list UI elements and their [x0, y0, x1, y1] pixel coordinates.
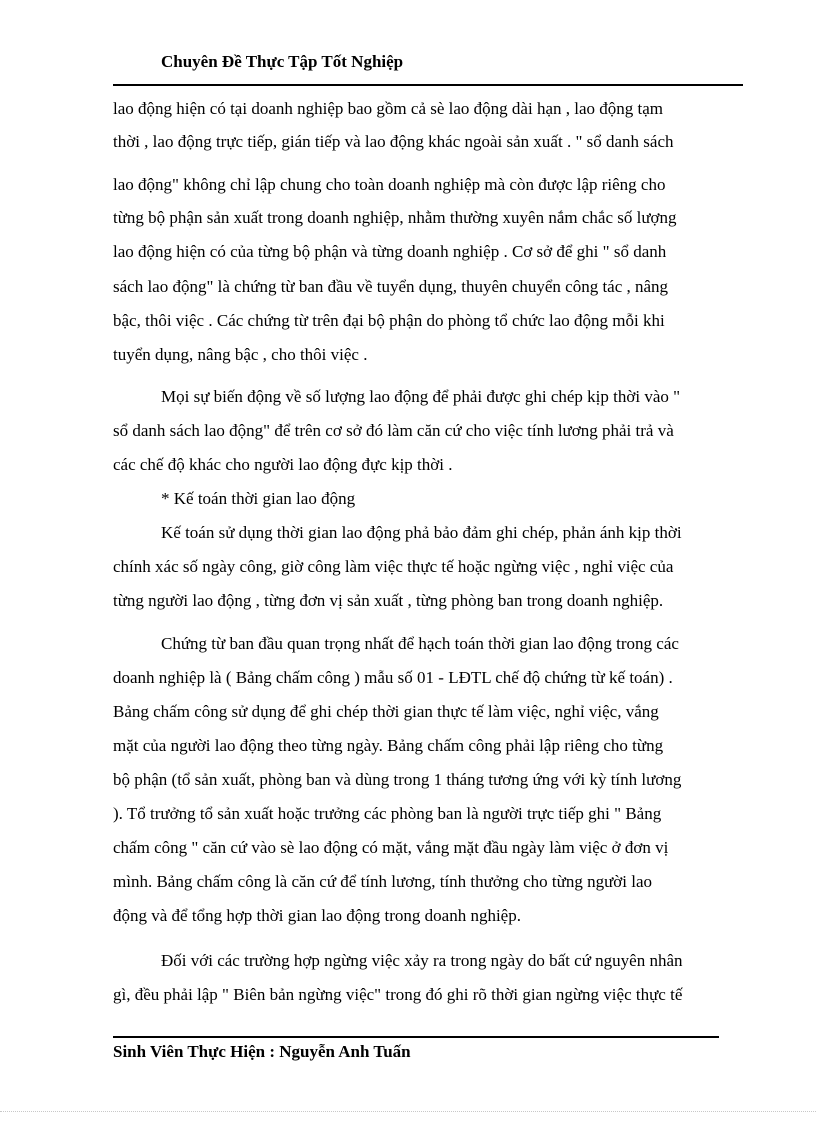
text-line: Chứng từ ban đầu quan trọng nhất để hạch toán thời gian lao động trong các [161, 634, 679, 653]
text-line: Bảng chấm công sử dụng để ghi chép thời gian thực tế làm việc, nghỉ việc, vắng [113, 702, 659, 721]
text-line: mặt của người lao động theo từng ngày. Bảng chấm công phải lập riêng cho từng [113, 736, 664, 755]
text-line: doanh nghiệp là ( Bảng chấm công ) mẫu số 01 - LĐTL chế độ chứng từ kế toán) . [113, 668, 673, 687]
text-line: mình. Bảng chấm công là căn cứ để tính lương, tính thưởng cho từng người lao [113, 872, 653, 891]
text-line: lao động hiện có của từng bộ phận và từng doanh nghiệp . Cơ sở để ghi " sổ danh [113, 242, 667, 261]
text-line: Kế toán sử dụng thời gian lao động phả bảo đảm ghi chép, phản ánh kịp thời [161, 523, 682, 542]
text-line: Đối với các trường hợp ngừng việc xảy ra trong ngày do bất cứ nguyên nhân [161, 951, 683, 970]
text-line: bậc, thôi việc . Các chứng từ trên đại bộ phận do phòng tổ chức lao động mỗi khi [113, 311, 665, 330]
text-line: bộ phận (tổ sản xuất, phòng ban và dùng trong 1 tháng tương ứng với kỳ tính lương [113, 770, 682, 789]
text-line: chính xác số ngày công, giờ công làm việc thực tế hoặc ngừng việc , nghỉ việc của [113, 557, 674, 576]
section-heading: * Kế toán thời gian lao động [161, 489, 356, 508]
text-line: từng người lao động , từng đơn vị sản xuất , từng phòng ban trong doanh nghiệp. [113, 591, 664, 610]
page-footer-author: Sinh Viên Thực Hiện : Nguyễn Anh Tuấn [113, 1042, 411, 1061]
page-header-title: Chuyên Đề Thực Tập Tốt Nghiệp [161, 52, 404, 71]
text-line: các chế độ khác cho người lao động đực kịp thời . [113, 455, 453, 474]
text-line: ). Tổ trưởng tổ sản xuất hoặc trưởng các phòng ban là người trực tiếp ghi " Bảng [113, 804, 662, 823]
text-line: Mọi sự biến động về số lượng lao động để phải được ghi chép kịp thời vào " [161, 387, 681, 406]
header-divider [113, 84, 743, 86]
text-line: lao động" không chỉ lập chung cho toàn doanh nghiệp mà còn được lập riêng cho [113, 175, 666, 194]
text-line: tuyển dụng, nâng bậc , cho thôi việc . [113, 345, 368, 364]
text-line: lao động hiện có tại doanh nghiệp bao gồm cả sè lao động dài hạn , lao động tạm [113, 99, 664, 118]
text-line: sách lao động" là chứng từ ban đầu về tuyển dụng, thuyên chuyển công tác , nâng [113, 277, 669, 296]
text-line: thời , lao động trực tiếp, gián tiếp và lao động khác ngoài sản xuất . " sổ danh sách [113, 132, 674, 151]
footer-divider [113, 1036, 719, 1038]
text-line: động và để tổng hợp thời gian lao động trong doanh nghiệp. [113, 906, 521, 925]
text-line: sổ danh sách lao động" để trên cơ sở đó làm căn cứ cho việc tính lương phải trả và [113, 421, 674, 440]
text-line: chấm công " căn cứ vào sè lao động có mặt, vắng mặt đầu ngày làm việc ở đơn vị [113, 838, 669, 857]
text-line: từng bộ phận sản xuất trong doanh nghiệp, nhằm thường xuyên nắm chắc số lượng [113, 208, 677, 227]
text-line: gì, đều phải lập " Biên bản ngừng việc" trong đó ghi rõ thời gian ngừng việc thực tế [113, 985, 683, 1004]
page-edge-line [0, 1111, 816, 1112]
